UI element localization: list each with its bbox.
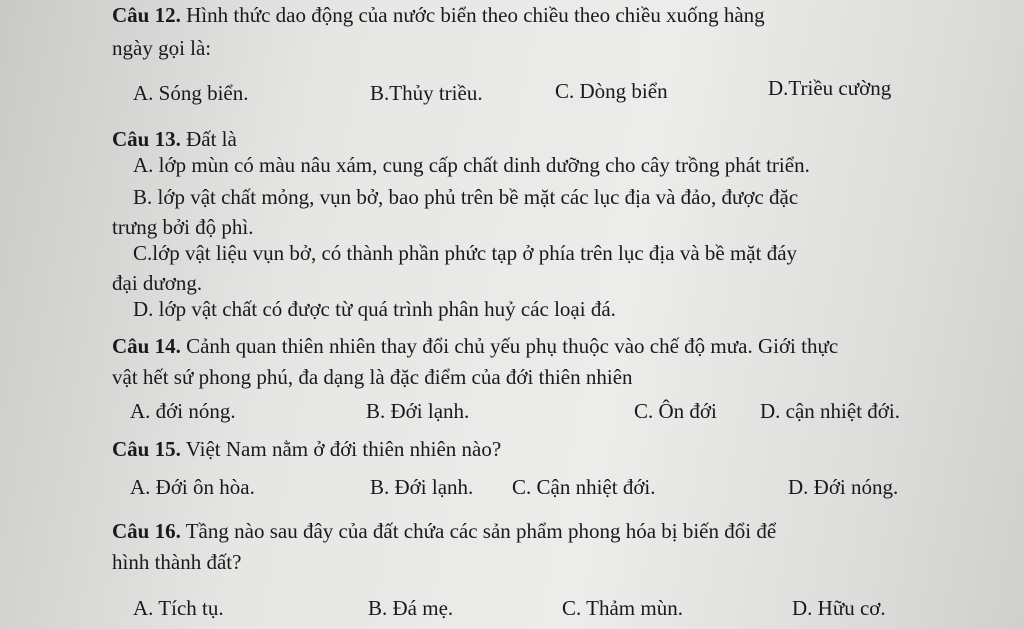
question-15-option-b[interactable]: B. Đới lạnh. (370, 475, 474, 499)
question-13-option-b-cont: trưng bởi độ phì. (112, 215, 254, 239)
question-14-text-cont: vật hết sứ phong phú, đa dạng là đặc điểm của đới thiên nhiên (112, 365, 633, 389)
question-13-option-c[interactable]: C.lớp vật liệu vụn bở, có thành phần phức tạp ở phía trên lục địa và bề mặt đáy (133, 241, 798, 265)
question-16-option-b[interactable]: B. Đá mẹ. (368, 596, 454, 620)
question-13-label: Câu 13. (112, 127, 181, 151)
question-16 (112, 518, 776, 544)
question-14-text: Cảnh quan thiên nhiên thay đổi chủ yếu phụ thuộc vào chế độ mưa. Giới thực (180, 334, 839, 358)
question-15-option-d[interactable]: D. Đới nóng. (788, 475, 899, 499)
question-13-option-d[interactable]: D. lớp vật chất có được từ quá trình phân huỷ các loại đá. (133, 297, 616, 321)
question-14-option-d[interactable]: D. cận nhiệt đới. (760, 399, 900, 423)
question-14-option-a[interactable]: A. đới nóng. (130, 399, 236, 423)
question-13 (112, 126, 237, 152)
question-15-option-c[interactable]: C. Cận nhiệt đới. (512, 475, 656, 499)
question-16-text: Tầng nào sau đây của đất chứa các sản phẩm phong hóa bị biến đổi để (180, 519, 777, 543)
question-16-text-cont: hình thành đất? (112, 550, 242, 574)
question-14-option-b[interactable]: B. Đới lạnh. (366, 399, 470, 423)
question-12-text: Hình thức dao động của nước biển theo chiều theo chiều xuống hàng (180, 3, 765, 27)
question-14-label: Câu 14. (112, 334, 181, 358)
question-12-option-b[interactable]: B.Thủy triều. (370, 81, 483, 105)
question-15-text: Việt Nam nằm ở đới thiên nhiên nào? (180, 437, 502, 461)
question-16-option-c[interactable]: C. Thảm mùn. (562, 596, 683, 620)
question-13-option-b[interactable]: B. lớp vật chất mỏng, vụn bở, bao phủ trên bề mặt các lục địa và đảo, được đặc (133, 185, 799, 209)
question-15-option-a[interactable]: A. Đới ôn hòa. (130, 475, 255, 499)
question-14-option-c[interactable]: C. Ôn đới (634, 399, 717, 423)
question-15-label: Câu 15. (112, 437, 181, 461)
question-12-label: Câu 12. (112, 3, 181, 27)
question-13-text: Đất là (180, 127, 237, 151)
question-16-label: Câu 16. (112, 519, 181, 543)
question-12-option-a[interactable]: A. Sóng biển. (133, 81, 249, 105)
question-16-option-d[interactable]: D. Hữu cơ. (792, 596, 886, 620)
question-15 (112, 436, 501, 462)
question-12-option-d[interactable]: D.Triều cường (768, 76, 892, 100)
question-13-option-a[interactable]: A. lớp mùn có màu nâu xám, cung cấp chất dinh dưỡng cho cây trồng phát triển. (133, 153, 810, 177)
question-14 (112, 333, 838, 359)
question-13-option-c-cont: đại dương. (112, 271, 203, 295)
question-12-option-c[interactable]: C. Dòng biển (555, 79, 668, 103)
question-16-option-a[interactable]: A. Tích tụ. (133, 596, 224, 620)
question-12 (112, 2, 765, 28)
question-12-text-cont: ngày gọi là: (112, 36, 212, 60)
